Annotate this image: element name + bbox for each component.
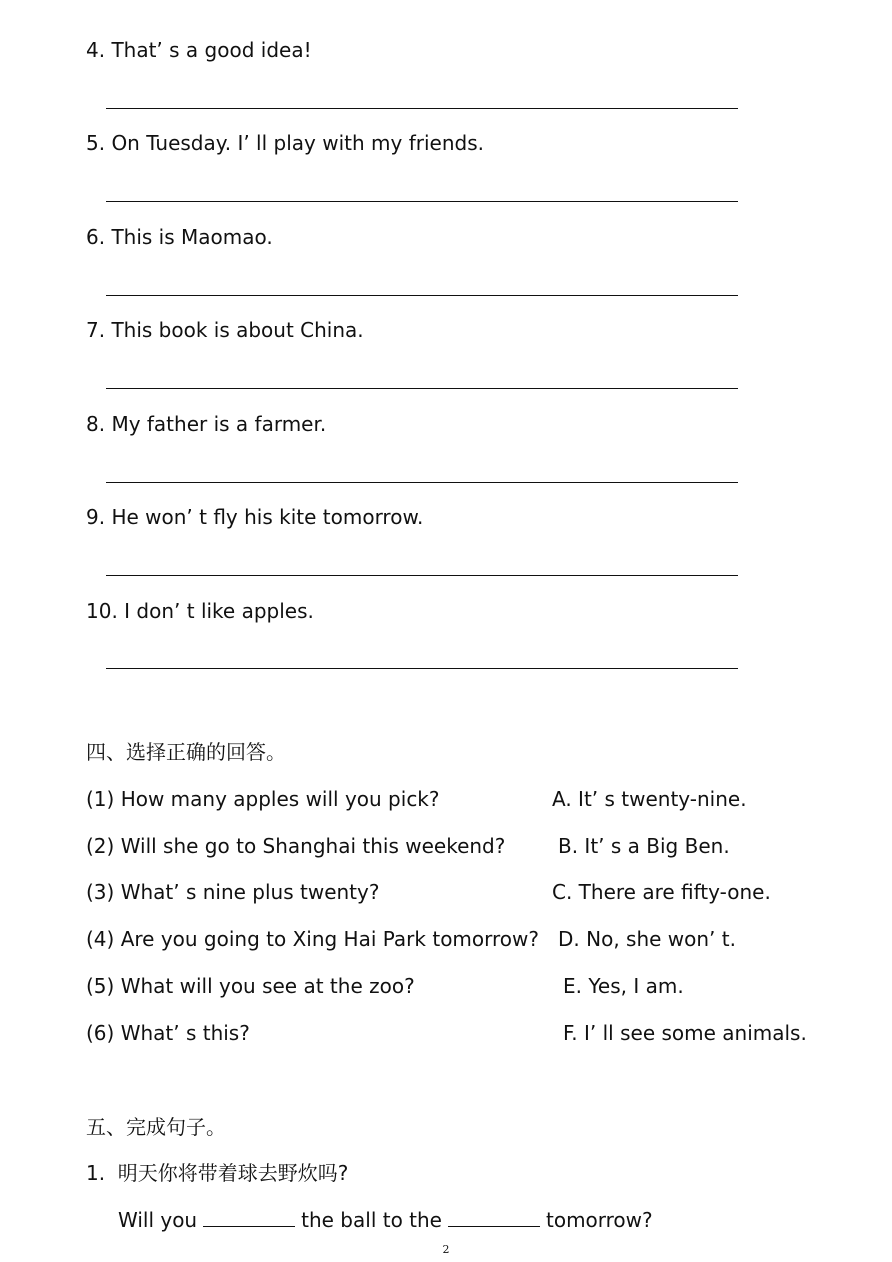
item-10: 10. I don’ t like apples.	[86, 599, 314, 623]
answer-option-b: B. It’ s a Big Ben.	[558, 834, 730, 858]
answer-option-d: D. No, she won’ t.	[558, 927, 736, 951]
item-6: 6. This is Maomao.	[86, 225, 273, 249]
answer-line-7[interactable]	[106, 388, 738, 389]
answer-option-c: C. There are fifty-one.	[552, 880, 771, 904]
answer-line-8[interactable]	[106, 482, 738, 483]
question-4: (4) Are you going to Xing Hai Park tomorrow?	[86, 927, 540, 951]
item-8: 8. My father is a farmer.	[86, 412, 327, 436]
page-number: 2	[442, 1243, 450, 1256]
answer-line-4[interactable]	[106, 108, 738, 109]
answer-line-6[interactable]	[106, 295, 738, 296]
answer-option-f: F. I’ ll see some animals.	[563, 1021, 807, 1045]
answer-line-10[interactable]	[106, 668, 738, 669]
answer-line-5[interactable]	[106, 201, 738, 202]
sentence-1-chinese: 1. 明天你将带着球去野炊吗?	[86, 1161, 349, 1185]
question-5: (5) What will you see at the zoo?	[86, 974, 415, 998]
blank-2[interactable]	[448, 1208, 540, 1227]
answer-option-a: A. It’ s twenty-nine.	[552, 787, 747, 811]
question-1: (1) How many apples will you pick?	[86, 787, 440, 811]
item-5: 5. On Tuesday. I’ ll play with my friends.	[86, 131, 484, 155]
item-9: 9. He won’ t fly his kite tomorrow.	[86, 505, 424, 529]
sentence-1-part-1: Will you	[118, 1208, 198, 1232]
section-5-title: 五、完成句子。	[86, 1115, 226, 1139]
question-2: (2) Will she go to Shanghai this weekend?	[86, 834, 506, 858]
sentence-1-english	[118, 1208, 653, 1232]
blank-1[interactable]	[203, 1208, 295, 1227]
item-7: 7. This book is about China.	[86, 318, 364, 342]
sentence-1-part-2: the ball to the	[301, 1208, 442, 1232]
sentence-1-part-3: tomorrow?	[545, 1208, 653, 1232]
item-4: 4. That’ s a good idea!	[86, 38, 312, 62]
question-3: (3) What’ s nine plus twenty?	[86, 880, 380, 904]
question-6: (6) What’ s this?	[86, 1021, 250, 1045]
answer-option-e: E. Yes, I am.	[563, 974, 684, 998]
section-4-title: 四、选择正确的回答。	[86, 740, 286, 764]
answer-line-9[interactable]	[106, 575, 738, 576]
